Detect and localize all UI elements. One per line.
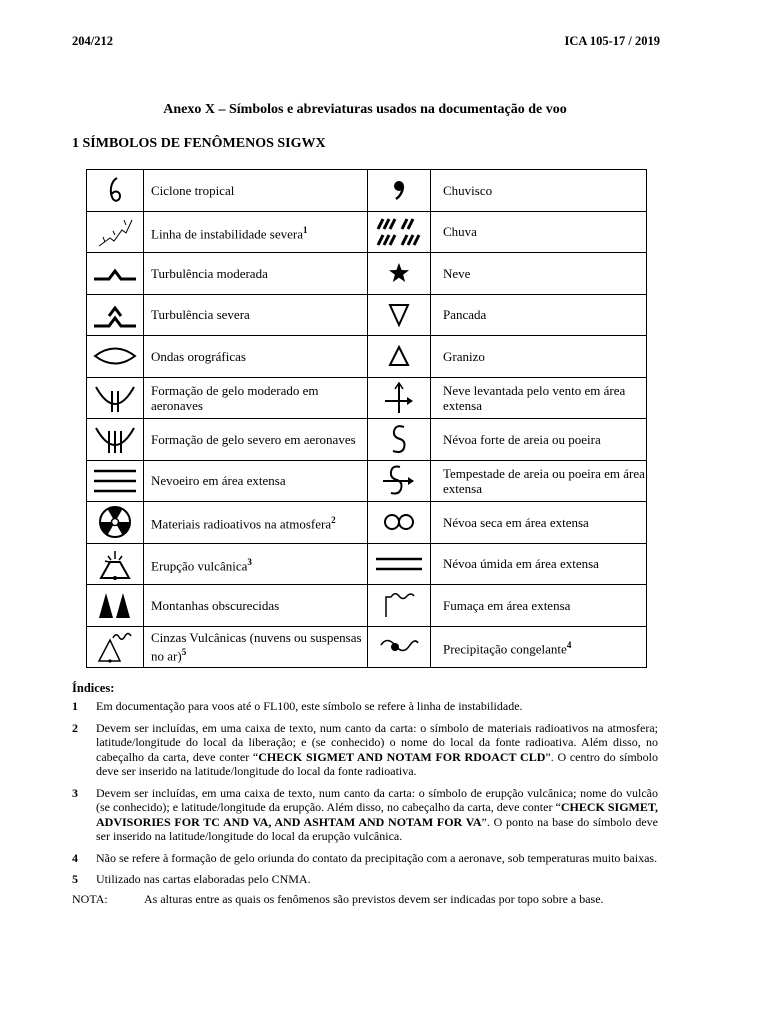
note-text bbox=[96, 699, 658, 714]
blowing-snow-icon bbox=[368, 381, 430, 415]
note-text-pre: Devem ser incluídas, em uma caixa de texto, num canto da carta: o símbolo de erupção vulcânica; nome do vulcão (se conhecido); e latitude/longitude da erupção. Além disso, no cabeçalho da carta, deve conter “ bbox=[96, 785, 658, 814]
symbol-label-text: Formação de gelo severo em aeronaves bbox=[151, 431, 356, 447]
symbol-label bbox=[431, 253, 647, 295]
footnote-ref: 1 bbox=[302, 224, 308, 235]
symbol-cell bbox=[87, 585, 144, 627]
snow-icon bbox=[368, 262, 430, 284]
table-row bbox=[87, 211, 647, 253]
symbol-label-text: Chuva bbox=[443, 224, 477, 240]
obscured-mountains-icon bbox=[87, 590, 143, 620]
symbol-label-text: Fumaça em área extensa bbox=[443, 597, 571, 613]
footnote-ref: 2 bbox=[331, 515, 336, 526]
table-row bbox=[87, 626, 647, 668]
table-row bbox=[87, 502, 647, 544]
severe-icing-icon bbox=[87, 422, 143, 456]
note-text bbox=[96, 872, 658, 887]
symbol-label-text: Granizo bbox=[443, 348, 485, 364]
volcanic-eruption-icon bbox=[87, 547, 143, 581]
note-text bbox=[96, 851, 658, 866]
symbol-cell bbox=[87, 336, 144, 378]
symbol-label bbox=[431, 626, 647, 668]
footnote-ref: 3 bbox=[247, 556, 252, 567]
symbol-label-text: Pancada bbox=[443, 307, 487, 323]
note-item bbox=[72, 851, 658, 866]
table-row bbox=[87, 377, 647, 419]
note-text-bold: CHECK SIGMET AND NOTAM FOR RDOACT CLD bbox=[258, 749, 546, 764]
tropical-cyclone-icon bbox=[87, 175, 143, 205]
symbol-label-text: Cinzas Vulcânicas (nuvens ou suspensas no ar) bbox=[151, 630, 362, 664]
table-row bbox=[87, 543, 647, 585]
symbol-label-text: Nevoeiro em área extensa bbox=[151, 473, 286, 489]
symbol-label bbox=[144, 377, 368, 419]
note-text-bold: CHECK SIGMET, ADVISORIES FOR TC AND VA, AND ASHTAM AND NOTAM FOR VA bbox=[96, 800, 659, 829]
table-row bbox=[87, 170, 647, 212]
symbol-cell bbox=[368, 170, 431, 212]
symbol-cell bbox=[87, 294, 144, 336]
symbol-label-text: Neve bbox=[443, 265, 471, 281]
hail-icon bbox=[368, 345, 430, 367]
note-number: 1 bbox=[72, 699, 78, 713]
squall-line-icon bbox=[87, 215, 143, 249]
symbol-cell bbox=[368, 502, 431, 544]
symbol-label bbox=[144, 502, 368, 544]
note-item bbox=[72, 699, 658, 714]
nota bbox=[72, 892, 658, 907]
symbol-label bbox=[431, 502, 647, 544]
symbol-label bbox=[144, 460, 368, 502]
symbol-cell bbox=[368, 543, 431, 585]
table-row bbox=[87, 419, 647, 461]
symbol-cell bbox=[368, 419, 431, 461]
table-row bbox=[87, 336, 647, 378]
symbol-cell bbox=[368, 460, 431, 502]
symbol-label bbox=[431, 460, 647, 502]
symbol-cell bbox=[368, 377, 431, 419]
note-text-post: ”. O centro do símbolo deve ser inserido na latitude/longitude do local da fonte radioativa. bbox=[96, 749, 658, 778]
symbol-label bbox=[431, 377, 647, 419]
symbol-label bbox=[144, 419, 368, 461]
symbol-label-text: Neve levantada pelo vento em área extensa bbox=[443, 382, 626, 413]
symbol-cell bbox=[368, 626, 431, 668]
symbol-label bbox=[144, 626, 368, 668]
note-item bbox=[72, 721, 658, 779]
symbol-label-text: Chuvisco bbox=[443, 182, 493, 198]
symbol-label-text: Névoa forte de areia ou poeira bbox=[443, 431, 601, 447]
table-row bbox=[87, 294, 647, 336]
nota-text: As alturas entre as quais os fenômenos são previstos devem ser indicadas por topo sobre a base. bbox=[144, 891, 604, 906]
rain-icon bbox=[368, 216, 430, 248]
table-row bbox=[87, 460, 647, 502]
freezing-precip-icon bbox=[368, 636, 430, 658]
note-text bbox=[96, 721, 658, 779]
sigwx-symbols-table bbox=[86, 169, 647, 668]
shower-icon bbox=[368, 302, 430, 328]
note-item bbox=[72, 872, 658, 887]
sand-haze-icon bbox=[368, 423, 430, 455]
symbol-label-text: Ondas orográficas bbox=[151, 348, 246, 364]
symbol-label bbox=[144, 170, 368, 212]
mountain-waves-icon bbox=[87, 343, 143, 369]
symbol-label bbox=[431, 211, 647, 253]
section-title: 1 SÍMBOLOS DE FENÔMENOS SIGWX bbox=[72, 136, 326, 151]
symbol-cell bbox=[87, 170, 144, 212]
note-text-pre: Devem ser incluídas, em uma caixa de texto, num canto da carta: o símbolo de materiais radioativos na atmosfera; latitude/longitude do local da liberação; e (se conhecido) o nome do local da fonte radioativa. Além disso, no cabeçalho da carta, deve conter “ bbox=[96, 720, 658, 764]
symbol-cell bbox=[87, 211, 144, 253]
notes-list bbox=[72, 699, 658, 906]
indices-title: Índices: bbox=[72, 681, 115, 695]
symbol-label-text: Névoa úmida em área extensa bbox=[443, 556, 599, 572]
symbol-cell bbox=[368, 253, 431, 295]
symbol-label-text: Ciclone tropical bbox=[151, 182, 235, 198]
symbol-label bbox=[431, 170, 647, 212]
sandstorm-icon bbox=[368, 464, 430, 498]
note-text-pre: Em documentação para voos até o FL100, este símbolo se refere à linha de instabilidade. bbox=[96, 699, 523, 713]
note-text-pre: Não se refere à formação de gelo oriunda do contato da precipitação com a aeronave, sob temperaturas muito baixas. bbox=[96, 850, 658, 865]
note-text-pre: Utilizado nas cartas elaboradas pelo CNMA. bbox=[96, 872, 311, 886]
moderate-icing-icon bbox=[87, 381, 143, 415]
footnote-ref: 4 bbox=[566, 639, 572, 650]
symbol-label bbox=[431, 336, 647, 378]
symbol-label bbox=[144, 585, 368, 627]
symbol-cell bbox=[87, 543, 144, 585]
symbol-label bbox=[144, 294, 368, 336]
dry-haze-icon bbox=[368, 513, 430, 531]
symbol-cell bbox=[87, 502, 144, 544]
nota-label: NOTA: bbox=[72, 891, 108, 906]
symbol-label bbox=[144, 211, 368, 253]
symbol-label bbox=[431, 419, 647, 461]
symbol-label bbox=[144, 543, 368, 585]
symbol-label-text: Turbulência severa bbox=[151, 307, 250, 323]
symbol-label-text: Tempestade de areia ou poeira em área extensa bbox=[443, 465, 645, 496]
moderate-turbulence-icon bbox=[87, 263, 143, 283]
symbol-label-text: Linha de instabilidade severa bbox=[151, 225, 303, 241]
symbol-label bbox=[144, 336, 368, 378]
note-number: 2 bbox=[72, 720, 78, 735]
footnote-ref: 5 bbox=[181, 647, 187, 658]
symbol-label-text: Materiais radioativos na atmosfera bbox=[151, 516, 332, 532]
symbol-cell bbox=[368, 585, 431, 627]
mist-icon bbox=[368, 555, 430, 573]
symbol-label bbox=[431, 294, 647, 336]
radioactive-icon bbox=[87, 505, 143, 539]
symbol-cell bbox=[87, 419, 144, 461]
document-id: ICA 105-17 / 2019 bbox=[564, 34, 660, 48]
smoke-icon bbox=[368, 591, 430, 619]
symbol-cell bbox=[87, 626, 144, 668]
symbol-label bbox=[144, 253, 368, 295]
symbol-label-text: Turbulência moderada bbox=[151, 265, 268, 281]
symbol-label bbox=[431, 585, 647, 627]
page-number: 204/212 bbox=[72, 34, 113, 48]
note-number: 4 bbox=[72, 850, 78, 865]
note-item bbox=[72, 786, 658, 844]
note-text-post: ”. O ponto na base do símbolo deve ser inserido na latitude/longitude do local da erupção vulcânica. bbox=[96, 814, 658, 843]
symbol-label-text: Névoa seca em área extensa bbox=[443, 514, 589, 530]
symbol-label-text: Montanhas obscurecidas bbox=[151, 597, 280, 613]
symbol-label bbox=[431, 543, 647, 585]
table-row bbox=[87, 585, 647, 627]
symbol-label-text: Erupção vulcânica bbox=[151, 557, 248, 573]
symbol-cell bbox=[87, 253, 144, 295]
symbol-label-text: Formação de gelo moderado em aeronaves bbox=[151, 382, 319, 413]
annex-title: Anexo X – Símbolos e abreviaturas usados na documentação de voo bbox=[163, 102, 567, 117]
symbol-cell bbox=[368, 294, 431, 336]
note-text bbox=[96, 786, 658, 844]
table-row bbox=[87, 253, 647, 295]
symbol-cell bbox=[87, 377, 144, 419]
symbol-cell bbox=[368, 211, 431, 253]
symbol-cell bbox=[368, 336, 431, 378]
widespread-fog-icon bbox=[87, 467, 143, 495]
severe-turbulence-icon bbox=[87, 300, 143, 330]
drizzle-icon bbox=[368, 179, 430, 201]
note-number: 5 bbox=[72, 872, 78, 886]
note-number: 3 bbox=[72, 785, 78, 800]
symbol-cell bbox=[87, 460, 144, 502]
symbol-label-text: Precipitação congelante bbox=[443, 640, 567, 656]
volcanic-ash-icon bbox=[87, 630, 143, 664]
